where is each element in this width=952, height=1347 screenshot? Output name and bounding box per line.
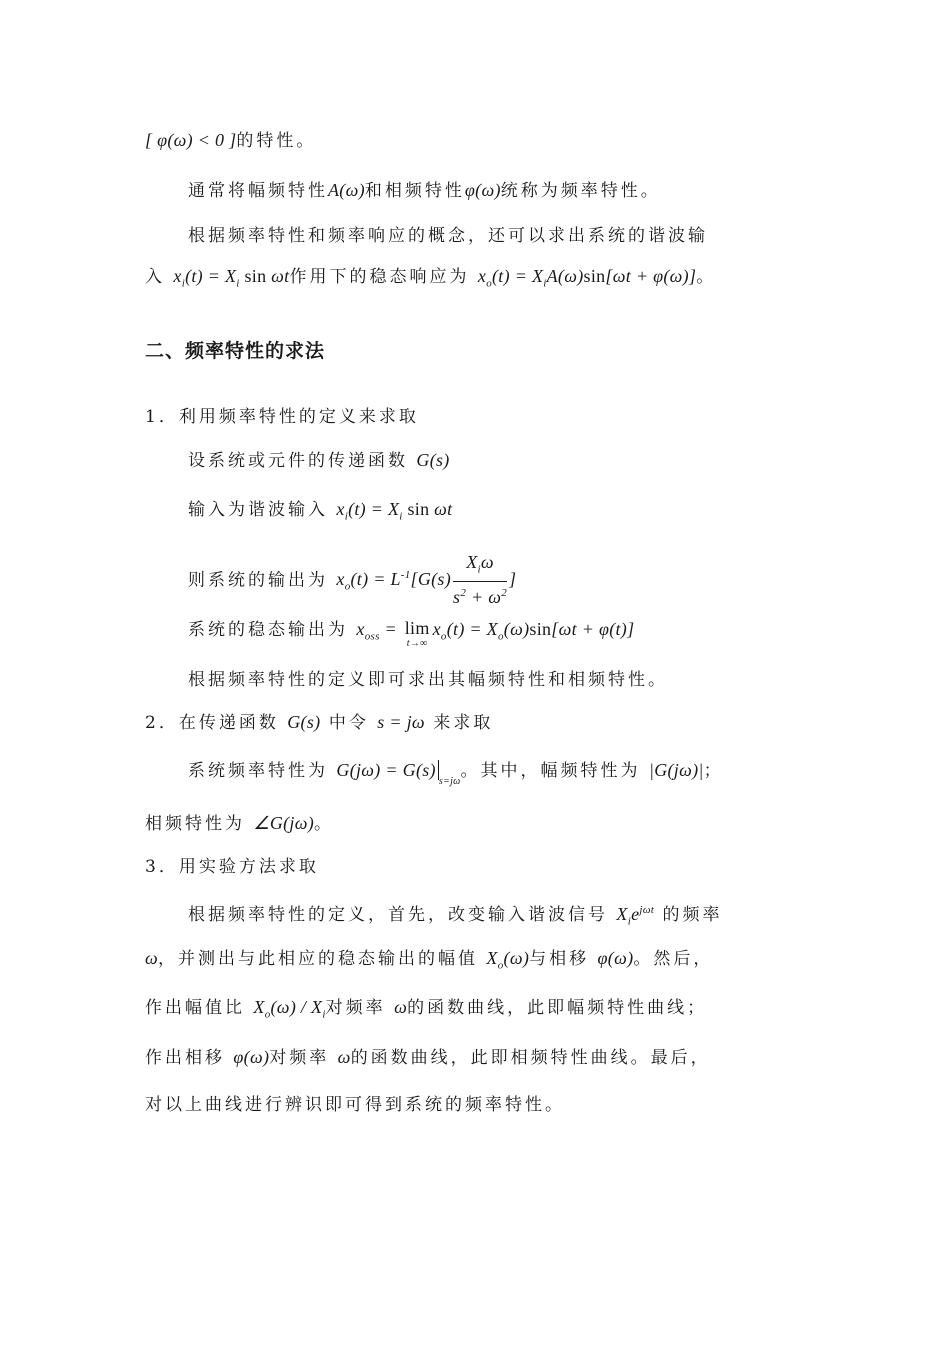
method-1-step-5: 根据频率特性的定义即可求出其幅频特性和相频特性。 bbox=[188, 670, 668, 690]
method-1-step-3: 则系统的输出为 $x_o(t) = L^{-1}[G(s)$ $\frac{X_i\omega}{s^2 + \omega^2}$ ] bbox=[188, 552, 517, 607]
phase-condition-formula: [ φ(ω) < 0 ] bbox=[145, 130, 237, 150]
section-heading: 二、频率特性的求法 bbox=[145, 340, 326, 362]
steady-output-formula: $x_{oss} = \lim$ t→∞ $x_o(t) = X_o(\omega)\sin[\omega t + \varphi(t)]$ bbox=[356, 618, 635, 649]
method-3-para-5: 对以上曲线进行辨识即可得到系统的频率特性。 bbox=[145, 1095, 565, 1115]
frequency-characteristic-formula: $G(j\omega) = G(s)_{s=j\omega}$ bbox=[336, 760, 461, 787]
method-2-step-2: 相频特性为 ∠G(jω)。 bbox=[145, 813, 335, 834]
magnitude-formula: |G(jω)| bbox=[648, 760, 704, 780]
harmonic-input-formula: $x_i(t) = X_i$ sin ωt bbox=[173, 266, 290, 290]
method-1-step-1: 设系统或元件的传递函数 G(s) bbox=[188, 450, 450, 471]
method-2-title: 2．在传递函数 G(s) 中令 s = jω 来求取 bbox=[145, 712, 494, 733]
intro-line-4: 入 $x_i(t) = X_i$ sin ωt作用下的稳态响应为 $x_o(t) = X_iA(\omega)\sin[\omega t + \varphi(\omega)]$。 bbox=[145, 266, 717, 290]
method-1-step-4: 系统的稳态输出为 $x_{oss} = \lim$ t→∞ $x_o(t) = X_o(\omega)\sin[\omega t + \varphi(t)]$ bbox=[188, 618, 635, 649]
method-1-title: 1．利用频率特性的定义来求取 bbox=[145, 407, 419, 427]
method-2-step-1: 系统频率特性为 $G(j\omega) = G(s)_{s=j\omega}$。其中，幅频特性为 |G(jω)|； bbox=[188, 760, 724, 787]
method-3-para-1: 根据频率特性的定义，首先，改变输入谐波信号 $X_ie^{j\omega t}$ 的频率 bbox=[188, 904, 723, 928]
method-3-title: 3．用实验方法求取 bbox=[145, 857, 319, 877]
method-3-para-3: 作出幅值比 $X_o(\omega) / X_i$对频率 ω的函数曲线，此即幅频特性曲线； bbox=[145, 997, 708, 1021]
method-1-step-2: 输入为谐波输入 $x_i(t) = X_i$ sin ωt bbox=[188, 499, 453, 523]
intro-line-2: 通常将幅频特性A(ω)和相频特性φ(ω)统称为频率特性。 bbox=[188, 180, 661, 201]
intro-line-1: [ φ(ω) < 0 ]的特性。 bbox=[145, 130, 317, 151]
method-3-para-4: 作出相移 φ(ω)对频率 ω的函数曲线，此即相频特性曲线。最后， bbox=[145, 1047, 711, 1068]
method-3-para-2: ω，并测出与此相应的稳态输出的幅值 $X_o(\omega)$与相移 φ(ω)。然后， bbox=[145, 948, 714, 972]
steady-response-formula: $x_o(t) = X_iA(\omega)\sin[\omega t + \varphi(\omega)]$ bbox=[477, 266, 697, 290]
intro-line-3: 根据频率特性和频率响应的概念，还可以求出系统的谐波输 bbox=[188, 226, 708, 246]
phase-formula: ∠G(jω) bbox=[253, 813, 315, 833]
output-laplace-formula: $x_o(t) = L^{-1}[G(s)$ $\frac{X_i\omega}{s^2 + \omega^2}$ ] bbox=[336, 552, 517, 607]
